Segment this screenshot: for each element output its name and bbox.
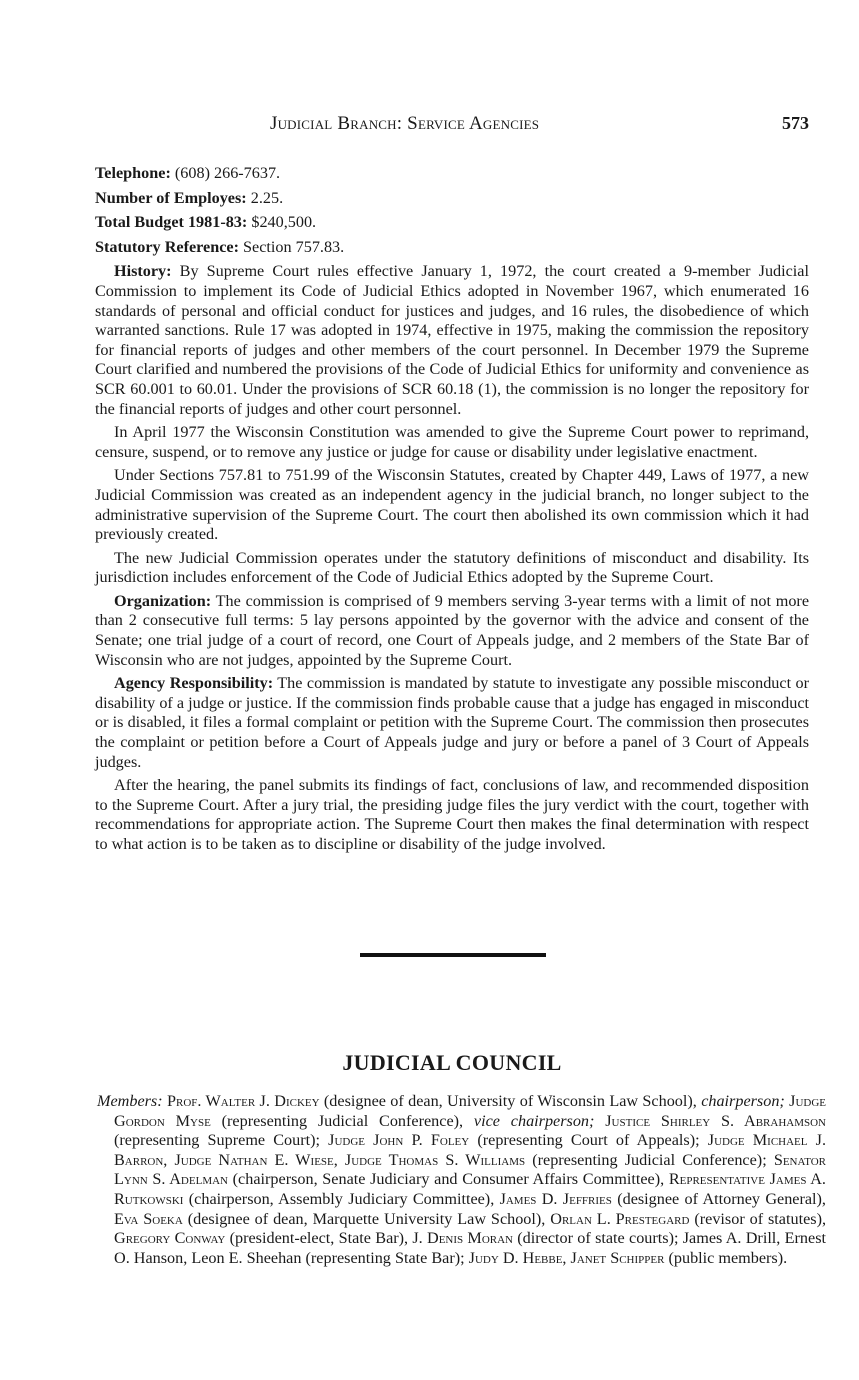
history-paragraph (95, 262, 809, 419)
member-role: chairperson; (701, 1092, 785, 1110)
responsibility-paragraph (95, 674, 809, 772)
member-name: Judy D. Hebbe, Janet Schipper (468, 1248, 665, 1267)
members-lead: Members: (97, 1092, 163, 1110)
organization-text: The commission is comprised of 9 members serving 3-year terms with a limit of not more than 2 consecutive full terms: 5 lay persons appointed by the governor with the advice and consent of the Senate; one trial judge of a court of record, one Court of Appeals judge, and 2 members of the State Bar of Wisconsin who are not judges, appointed by the Supreme Court. (95, 591, 809, 669)
member-role: vice chairperson; (473, 1111, 595, 1130)
member-name: Judge Gordon Myse (114, 1092, 827, 1130)
member-text: (representing Court of Appeals); (469, 1131, 708, 1150)
member-text: (designee of dean, University of Wisconsin Law School), (319, 1092, 702, 1110)
member-text: (representing Judicial Conference); (525, 1150, 774, 1169)
member-text: (representing Supreme Court); (114, 1131, 329, 1150)
organization-label: Organization: (114, 591, 212, 610)
member-text: (president-elect, State Bar), (225, 1229, 413, 1248)
member-text: (designee of Attorney General), (611, 1189, 826, 1208)
member-text (594, 1112, 605, 1130)
responsibility-label: Agency Responsibility: (114, 674, 274, 693)
member-name: J. Denis Moran (412, 1229, 513, 1248)
fact-label: Total Budget 1981-83: (95, 213, 248, 232)
member-name: Prof. Walter J. Dickey (167, 1092, 320, 1110)
member-name: Representative James A. Rutkowski (114, 1170, 826, 1208)
fact-label: Telephone: (95, 164, 171, 182)
member-text: (representing Judicial Conference), (210, 1111, 474, 1130)
member-name: Justice Shirley S. Abrahamson (605, 1111, 826, 1130)
fact-statutory-reference (95, 238, 809, 258)
member-name: James D. Jeffries (499, 1189, 612, 1208)
section-heading: JUDICIAL COUNCIL (342, 1050, 562, 1075)
fact-value: $240,500. (247, 213, 317, 232)
responsibility-text: The commission is mandated by statute to investigate any possible misconduct or disability of a judge or justice. If the commission finds probable cause that a judge has engaged in misconduct or is disabled, it files a formal complaint or petition with the Supreme Court. The commission then prosecutes the complaint or petition before a Court of Appeals judge and jury or before a panel of 3 Court of Appeals judges. (95, 674, 809, 771)
member-text: (director of state courts); James A. Drill, Ernest O. Hanson, Leon E. Sheehan (representing State Bar); (114, 1229, 826, 1267)
fact-budget (95, 213, 809, 233)
section-divider (360, 953, 546, 957)
history-label: History: (114, 262, 172, 281)
member-text: (chairperson, Assembly Judiciary Committee), (183, 1189, 500, 1208)
member-name: Judge John P. Foley (328, 1131, 470, 1150)
fact-value: (608) 266-7637. (170, 164, 281, 182)
history-text: By Supreme Court rules effective January 1, 1972, the court created a 9-member Judicial Commission to implement its Code of Judicial Ethics adopted in November 1967, which enumerated 16 standards of personal and official conduct for justices and judges, and 16 rules, the disobedience of which warranted sanctions. Rule 17 was adopted in 1974, effective in 1975, making the commission the repository for financial reports of judges and other members of the court personnel. In December 1979 the Supreme Court clarified and numbered the provisions of the Code of Judicial Ethics for uniformity and convenience as SCR 60.001 to 60.01. Under the provisions of SCR 60.18 (1), the commission is no longer the repository for the financial reports of judges and other court personnel. (95, 262, 809, 418)
member-text: (chairperson, Senate Judiciary and Consumer Affairs Committee), (227, 1170, 669, 1189)
fact-telephone (95, 164, 809, 184)
jurisdiction-paragraph: The new Judicial Commission operates under the statutory definitions of misconduct and disability. Its jurisdiction includes enforcement of the Code of Judicial Ethics adopted by the Supreme Court. (95, 548, 809, 587)
fact-value: 2.25. (246, 188, 284, 207)
member-name: Senator Lynn S. Adelman (114, 1150, 827, 1189)
member-name: Orlan L. Prestegard (550, 1209, 690, 1228)
fact-value: Section 757.83. (238, 237, 345, 256)
hearing-paragraph: After the hearing, the panel submits its findings of fact, conclusions of law, and recommended disposition to the Supreme Court. After a jury trial, the presiding judge files the jury verdict with the court, together with recommendations for appropriate action. The Supreme Court then makes the final determination with respect to what action is to be taken as to discipline or disability of the judge involved. (95, 776, 809, 853)
member-name: Judge Michael J. Barron, Judge Nathan E. Wiese, Judge Thomas S. Williams (114, 1131, 826, 1169)
members-list (97, 1092, 826, 1268)
fact-label: Number of Employes: (95, 188, 247, 207)
members-body (114, 1092, 826, 1267)
constitution-paragraph: In April 1977 the Wisconsin Constitution was amended to give the Supreme Court power to reprimand, censure, suspend, or to remove any justice or judge for cause or disability under legislative enactment. (95, 423, 809, 461)
running-title: Judicial Branch: Service Agencies (270, 113, 540, 134)
member-name: Gregory Conway (114, 1229, 226, 1248)
page-number: 573 (782, 113, 809, 133)
member-name: Eva Soeka (114, 1209, 183, 1228)
member-text: (designee of dean, Marquette University Law School), (182, 1209, 551, 1228)
organization-paragraph (95, 592, 809, 670)
running-header (95, 113, 809, 139)
member-text: (public members). (664, 1248, 788, 1267)
fact-label: Statutory Reference: (95, 237, 239, 256)
agency-body (95, 164, 809, 859)
statutes-paragraph: Under Sections 757.81 to 751.99 of the Wisconsin Statutes, created by Chapter 449, Laws of 1977, a new Judicial Commission was created as an independent agency in the judicial branch, no longer subject to the administrative supervision of the Supreme Court. The court then abolished its own commission which it had previously created. (95, 466, 809, 544)
fact-employes (95, 189, 809, 209)
member-text: (revisor of statutes), (689, 1209, 827, 1228)
